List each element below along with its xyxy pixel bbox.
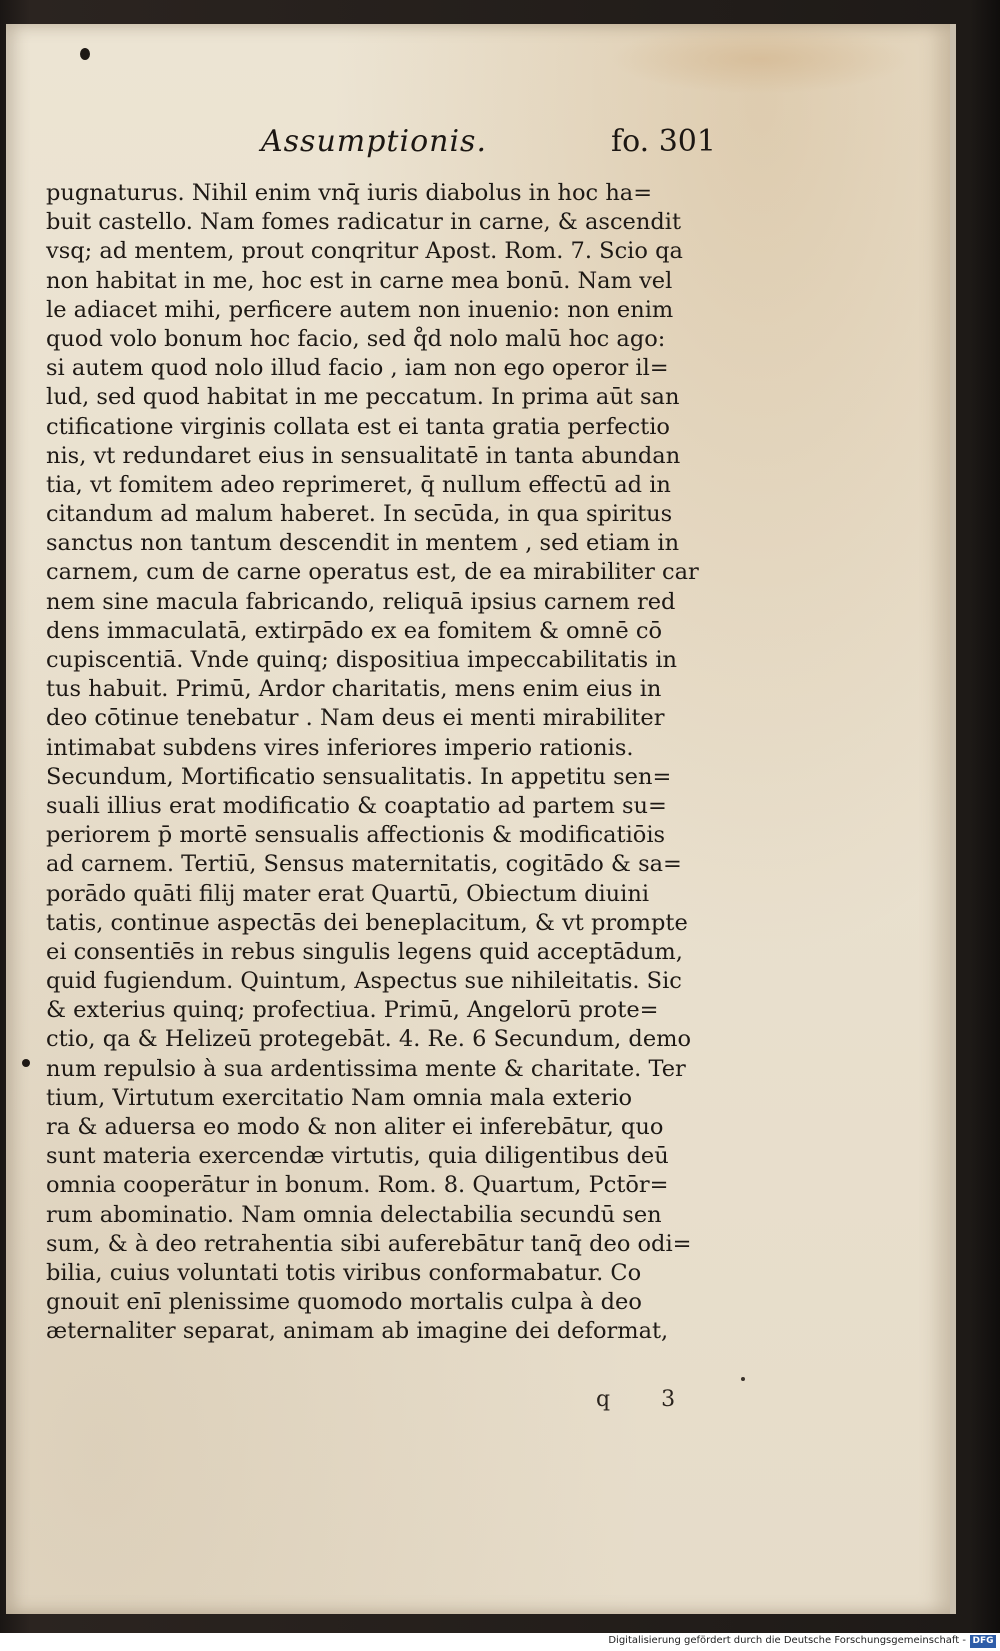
running-title: Assumptionis.	[261, 124, 487, 159]
text-line: si autem quod nolo illud facio , iam non ego operor il=	[46, 355, 669, 382]
dfg-logo-badge: DFG	[970, 1635, 996, 1648]
text-line: suali illius erat modificatio & coaptatio ad partem su=	[46, 792, 667, 819]
text-line: tia, vt fomitem adeo reprimeret, q̄ nullum effectū ad in	[46, 471, 671, 498]
running-head	[6, 104, 950, 159]
text-line: omnia cooperātur in bonum. Rom. 8. Quartum, Pctōr=	[46, 1172, 669, 1199]
body-text	[46, 179, 736, 1347]
text-line: intimabat subdens vires inferiores imperio rationis.	[46, 734, 634, 761]
text-line: num repulsio à sua ardentissima mente & charitate. Ter	[46, 1055, 686, 1082]
text-line: tium, Virtutum exercitatio Nam omnia mala exterio	[46, 1084, 633, 1111]
text-line: quod volo bonum hoc facio, sed q̊d nolo malū hoc ago:	[46, 325, 666, 352]
text-line: ctificatione virginis collata est ei tanta gratia perfectio	[46, 413, 670, 440]
book-page	[6, 24, 956, 1614]
text-line: tatis, continue aspectās dei beneplacitum, & vt prompte	[46, 909, 688, 936]
text-line: gnouit enī plenissime quomodo mortalis culpa à deo	[46, 1289, 642, 1316]
footer-credit: Digitalisierung gefördert durch die Deutsche Forschungsgemeinschaft -	[608, 1635, 966, 1646]
text-line: cupiscentiā. Vnde quinq; dispositiua impeccabilitatis in	[46, 647, 677, 673]
text-line: lud, sed quod habitat in me peccatum. In prima aūt san	[46, 384, 680, 411]
ink-blot	[80, 48, 90, 60]
text-line: nem sine macula fabricando, reliquā ipsius carnem red	[46, 588, 676, 615]
text-line: non habitat in me, hoc est in carne mea bonū. Nam vel	[46, 267, 673, 294]
margin-dot	[741, 1377, 745, 1381]
text-line: bilia, cuius voluntati totis viribus conformabatur. Co	[46, 1259, 642, 1286]
page-stain	[610, 24, 910, 94]
text-line: pugnaturus. Nihil enim vnq̄ iuris diabolus in hoc ha=	[46, 180, 653, 206]
text-line: porādo quāti filij mater erat Quartū, Obiectum diuini	[46, 880, 650, 907]
margin-dot	[22, 1059, 30, 1067]
text-line: sunt materia exercendæ virtutis, quia diligentibus deū	[46, 1143, 669, 1170]
text-line: vsq; ad mentem, prout conqritur Apost. Rom. 7. Scio qa	[46, 238, 683, 265]
text-line: nis, vt redundaret eius in sensualitatē in tanta abundan	[46, 442, 681, 469]
text-line: & exterius quinq; profectiua. Primū, Angelorū prote=	[46, 997, 659, 1024]
text-line: periorem p̄ mortē sensualis affectionis & modificatiōis	[46, 822, 666, 849]
text-line: buit castello. Nam fomes radicatur in carne, & ascendit	[46, 209, 681, 236]
text-line: tus habuit. Primū, Ardor charitatis, mens enim eius in	[46, 676, 662, 703]
folio-number: fo. 301	[611, 124, 716, 159]
text-line: ctio, qa & Helizeū protegebāt. 4. Re. 6 Secundum, demo	[46, 1026, 692, 1053]
text-line: citandum ad malum haberet. In secūda, in qua spiritus	[46, 501, 673, 528]
text-line: sum, & à deo retrahentia sibi auferebātur tanq̄ deo odi=	[46, 1230, 692, 1257]
text-line: sanctus non tantum descendit in mentem , sed etiam in	[46, 530, 680, 557]
text-line: quid fugiendum. Quintum, Aspectus sue nihileitatis. Sic	[46, 968, 682, 995]
digitization-footer	[0, 1633, 1000, 1651]
text-line: le adiacet mihi, perficere autem non inuenio: non enim	[46, 296, 674, 323]
text-line: æternaliter separat, animam ab imagine dei deformat,	[46, 1318, 669, 1345]
signature-mark: q 3	[596, 1387, 698, 1412]
text-line: Secundum, Mortificatio sensualitatis. In appetitu sen=	[46, 763, 672, 790]
text-line: ra & aduersa eo modo & non aliter ei inferebātur, quo	[46, 1114, 664, 1140]
text-line: ad carnem. Tertiū, Sensus maternitatis, cogitādo & sa=	[46, 851, 682, 878]
text-line: dens immaculatā, extirpādo ex ea fomitem & omnē cō	[46, 617, 663, 644]
text-line: deo cōtinue tenebatur . Nam deus ei menti mirabiliter	[46, 705, 665, 732]
text-line: ei consentiēs in rebus singulis legens quid acceptādum,	[46, 938, 683, 965]
text-line: carnem, cum de carne operatus est, de ea mirabiliter car	[46, 559, 699, 586]
text-line: rum abominatio. Nam omnia delectabilia secundū sen	[46, 1201, 662, 1228]
